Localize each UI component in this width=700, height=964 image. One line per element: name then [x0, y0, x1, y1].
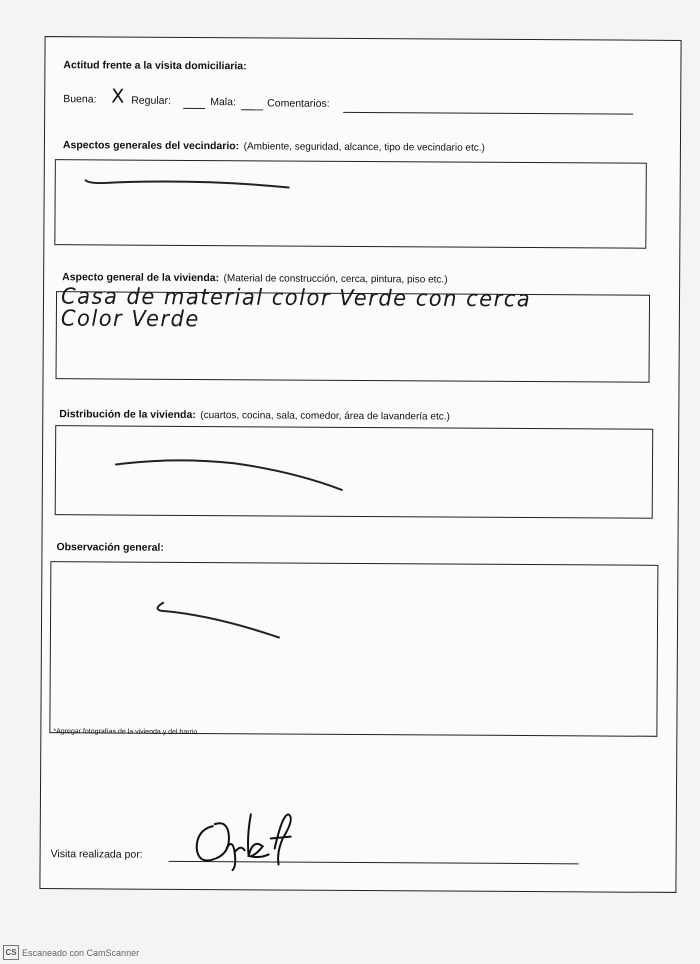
distribution-hint: (cuartos, cocina, sala, comedor, área de lavandería etc.): [200, 410, 450, 423]
housing-box: [56, 283, 651, 383]
housing-heading: Aspecto general de la vivienda:: [62, 271, 220, 285]
visit-label: Visita realizada por:: [50, 848, 143, 861]
distribution-heading-row: [59, 404, 450, 424]
distribution-box: [55, 425, 654, 519]
observation-footnote: *Agregar fotografías de la vivienda y del barrio: [53, 728, 198, 737]
attitude-buena-label: Buena:: [63, 93, 97, 106]
scanner-text: Escaneado con CamScanner: [22, 947, 140, 958]
neighborhood-dash-stroke: [84, 172, 294, 189]
housing-handwritten-line-2: Color Verde: [60, 305, 200, 332]
form-sheet: [39, 36, 681, 893]
mala-blank-line: [241, 109, 263, 110]
distribution-dash-stroke: [114, 456, 349, 493]
distribution-heading: Distribución de la vivienda:: [59, 408, 196, 421]
scanner-watermark: [3, 945, 139, 960]
camscanner-logo-icon: CS: [3, 945, 19, 960]
comentarios-blank-line: [343, 112, 633, 115]
regular-blank-line: [183, 108, 205, 109]
attitude-title: Actitud frente a la visita domiciliaria:: [63, 59, 247, 73]
attitude-check-mark: X: [111, 85, 125, 108]
neighborhood-heading: Aspectos generales del vecindario:: [62, 139, 240, 153]
housing-hint: (Material de construcción, cerca, pintura, piso etc.): [223, 273, 448, 286]
attitude-mala-label: Mala:: [210, 96, 236, 109]
observation-dash-stroke: [153, 601, 285, 642]
neighborhood-hint: (Ambiente, seguridad, alcance, tipo de vecindario etc.): [243, 141, 485, 154]
attitude-comentarios-label: Comentarios:: [267, 97, 330, 110]
neighborhood-box: [54, 159, 647, 249]
signature: [190, 808, 300, 878]
attitude-regular-label: Regular:: [131, 94, 171, 107]
neighborhood-heading-row: [63, 135, 485, 156]
observation-box: [49, 561, 658, 737]
observation-heading: Observación general:: [56, 541, 164, 554]
housing-handwritten-line-1: Casa de material color Verde con cerca: [60, 283, 532, 312]
